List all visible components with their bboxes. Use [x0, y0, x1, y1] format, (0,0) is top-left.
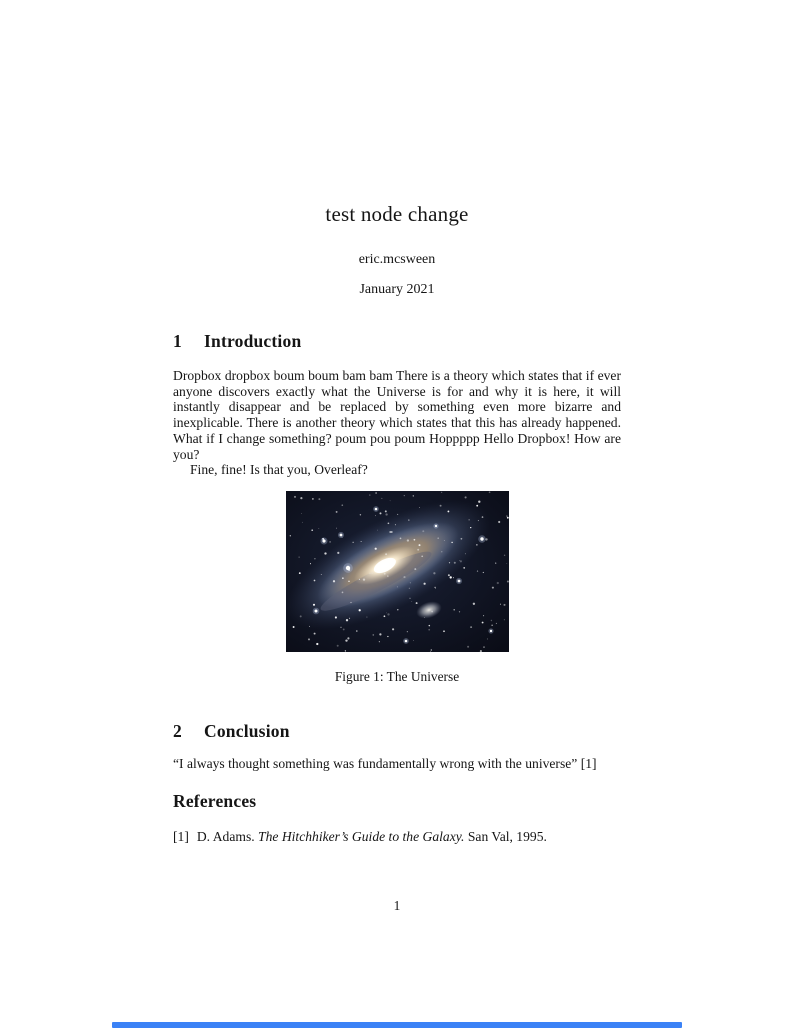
conclusion-quote: “I always thought something was fundamentally wrong with the universe” [1] — [173, 756, 597, 771]
document-author: eric.mcsween — [358, 252, 436, 267]
section-title: Conclusion — [204, 721, 290, 741]
figure — [173, 491, 621, 685]
figure-caption: Figure 1: The Universe — [334, 669, 460, 684]
section-heading-introduction — [173, 331, 621, 352]
section-heading-conclusion — [173, 721, 621, 742]
document-date: January 2021 — [359, 282, 435, 297]
paragraph: Dropbox dropbox boum boum bam bam There is a theory which states that if ever anyone discovers exactly what the Universe is for and why it is here, it will instantly disappear and be replaced by something even more bizarre and inexplicable. There is another theory which states that this has already happened. What if I change something? poum pou poum Hoppppp Hello Dropbox! How are you? — [173, 368, 621, 462]
section-number: 1 — [173, 331, 182, 351]
section-heading-references: References — [173, 791, 257, 811]
section-number: 2 — [173, 721, 182, 741]
citation-publisher: San Val, 1995. — [467, 829, 547, 844]
document-title: test node change — [325, 202, 469, 226]
citation-label: [1] — [173, 829, 189, 844]
page-number: 1 — [393, 898, 401, 913]
citation-authors: D. Adams. — [196, 829, 255, 844]
galaxy-image — [286, 491, 509, 652]
paragraph: Fine, fine! Is that you, Overleaf? — [190, 462, 368, 478]
citation-title: The Hitchhiker’s Guide to the Galaxy. — [258, 829, 465, 844]
section-title: Introduction — [204, 331, 302, 351]
introduction-body — [173, 368, 621, 478]
progress-bar — [112, 1022, 682, 1028]
bibliography-entry — [173, 829, 621, 845]
